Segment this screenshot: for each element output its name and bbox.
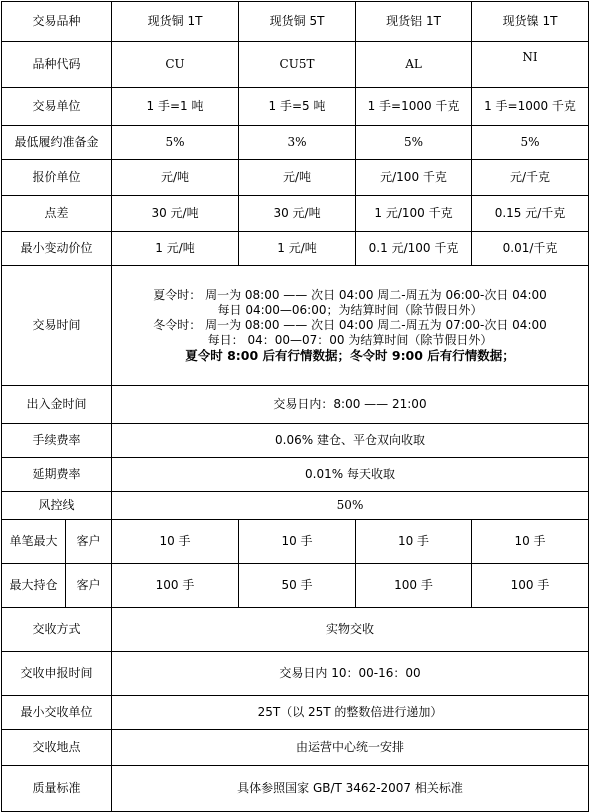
product-cu-1t: 现货铜 1T bbox=[112, 2, 239, 42]
risk-line-value: 50% bbox=[112, 492, 589, 520]
row-label: 出入金时间 bbox=[2, 386, 112, 424]
row-sublabel: 客户 bbox=[66, 520, 112, 564]
row-label: 最低履约准备金 bbox=[2, 126, 112, 160]
product-cu-5t: 现货铜 5T bbox=[239, 2, 356, 42]
cell: 3% bbox=[239, 126, 356, 160]
table-row-delivery-place bbox=[2, 730, 589, 766]
cell: 10 手 bbox=[356, 520, 472, 564]
trading-time-cell bbox=[112, 266, 589, 386]
table-row-deferral-fee bbox=[2, 458, 589, 492]
table-row-tick bbox=[2, 232, 589, 266]
cell: CU bbox=[112, 42, 239, 88]
row-label: 交收方式 bbox=[2, 608, 112, 652]
row-label: 质量标准 bbox=[2, 766, 112, 812]
cell: 50 手 bbox=[239, 564, 356, 608]
cell: 1 手=5 吨 bbox=[239, 88, 356, 126]
row-label: 单笔最大 bbox=[2, 520, 66, 564]
table-row-min-delivery-unit bbox=[2, 696, 589, 730]
cell: 1 手=1000 千克 bbox=[356, 88, 472, 126]
delivery-apply-time-value: 交易日内 10：00-16：00 bbox=[112, 652, 589, 696]
table-row-trading-time bbox=[2, 266, 589, 386]
cell: 10 手 bbox=[239, 520, 356, 564]
cell: 1 手=1 吨 bbox=[112, 88, 239, 126]
cell: 1 手=1000 千克 bbox=[472, 88, 589, 126]
cell: 5% bbox=[112, 126, 239, 160]
cell: AL bbox=[356, 42, 472, 88]
quality-value: 具体参照国家 GB/T 3462-2007 相关标准 bbox=[112, 766, 589, 812]
table-row-delivery-apply-time bbox=[2, 652, 589, 696]
table-row-delivery-method bbox=[2, 608, 589, 652]
cell: 100 手 bbox=[356, 564, 472, 608]
delivery-method-value: 实物交收 bbox=[112, 608, 589, 652]
row-label: 最小变动价位 bbox=[2, 232, 112, 266]
row-label: 报价单位 bbox=[2, 160, 112, 196]
row-label: 最大持仓 bbox=[2, 564, 66, 608]
cell: CU5T bbox=[239, 42, 356, 88]
row-label: 品种代码 bbox=[2, 42, 112, 88]
winter-schedule-line: 冬令时： 周一为 08:00 —— 次日 04:00 周二-周五为 07:00-次日 04:00 bbox=[153, 317, 547, 332]
row-label: 点差 bbox=[2, 196, 112, 232]
cell: 元/吨 bbox=[112, 160, 239, 196]
row-label: 手续费率 bbox=[2, 424, 112, 458]
row-sublabel: 客户 bbox=[66, 564, 112, 608]
table-row-spread bbox=[2, 196, 589, 232]
funds-time-value: 交易日内：8:00 —— 21:00 bbox=[112, 386, 589, 424]
cell: 10 手 bbox=[472, 520, 589, 564]
cell: 30 元/吨 bbox=[112, 196, 239, 232]
row-label: 交收申报时间 bbox=[2, 652, 112, 696]
deferral-fee-value: 0.01% 每天收取 bbox=[112, 458, 589, 492]
row-label: 延期费率 bbox=[2, 458, 112, 492]
cell: 1 元/100 千克 bbox=[356, 196, 472, 232]
table-row-max-position bbox=[2, 564, 589, 608]
fee-value: 0.06% 建仓、平仓双向收取 bbox=[112, 424, 589, 458]
cell: 30 元/吨 bbox=[239, 196, 356, 232]
market-data-note: 夏令时 8:00 后有行情数据；冬令时 9:00 后有行情数据； bbox=[185, 347, 515, 363]
product-al-1t: 现货铝 1T bbox=[356, 2, 472, 42]
product-ni-1t: 现货镍 1T bbox=[472, 2, 589, 42]
cell: 5% bbox=[472, 126, 589, 160]
row-label: 风控线 bbox=[2, 492, 112, 520]
cell: 元/千克 bbox=[472, 160, 589, 196]
cell: 100 手 bbox=[472, 564, 589, 608]
table-row-code bbox=[2, 42, 589, 88]
table-row-quality bbox=[2, 766, 589, 812]
header-row bbox=[2, 2, 589, 42]
delivery-place-value: 由运营中心统一安排 bbox=[112, 730, 589, 766]
row-label: 交收地点 bbox=[2, 730, 112, 766]
winter-settlement-line: 每日： 04：00—07：00 为结算时间（除节假日外） bbox=[207, 332, 493, 347]
cell: 元/100 千克 bbox=[356, 160, 472, 196]
row-label: 交易时间 bbox=[2, 266, 112, 386]
table-row-margin bbox=[2, 126, 589, 160]
cell: 100 手 bbox=[112, 564, 239, 608]
cell: 5% bbox=[356, 126, 472, 160]
cell: 元/吨 bbox=[239, 160, 356, 196]
min-delivery-unit-value: 25T（以 25T 的整数倍进行递加） bbox=[112, 696, 589, 730]
cell: 1 元/吨 bbox=[239, 232, 356, 266]
header-label: 交易品种 bbox=[2, 2, 112, 42]
cell: 0.15 元/千克 bbox=[472, 196, 589, 232]
summer-settlement-line: 每日 04:00—06:00；为结算时间（除节假日外） bbox=[217, 302, 483, 317]
table-row-funds-time bbox=[2, 386, 589, 424]
table-row-risk-line bbox=[2, 492, 589, 520]
cell: 0.1 元/100 千克 bbox=[356, 232, 472, 266]
summer-schedule-line: 夏令时： 周一为 08:00 —— 次日 04:00 周二-周五为 06:00-次日 04:00 bbox=[153, 287, 547, 302]
cell: 1 元/吨 bbox=[112, 232, 239, 266]
contract-spec-table bbox=[1, 1, 589, 812]
table-row-quote-unit bbox=[2, 160, 589, 196]
row-label: 最小交收单位 bbox=[2, 696, 112, 730]
cell: NI bbox=[472, 42, 589, 88]
row-label: 交易单位 bbox=[2, 88, 112, 126]
cell: 10 手 bbox=[112, 520, 239, 564]
table-row-max-per-order bbox=[2, 520, 589, 564]
table-row-fee bbox=[2, 424, 589, 458]
table-row-unit bbox=[2, 88, 589, 126]
cell: 0.01/千克 bbox=[472, 232, 589, 266]
